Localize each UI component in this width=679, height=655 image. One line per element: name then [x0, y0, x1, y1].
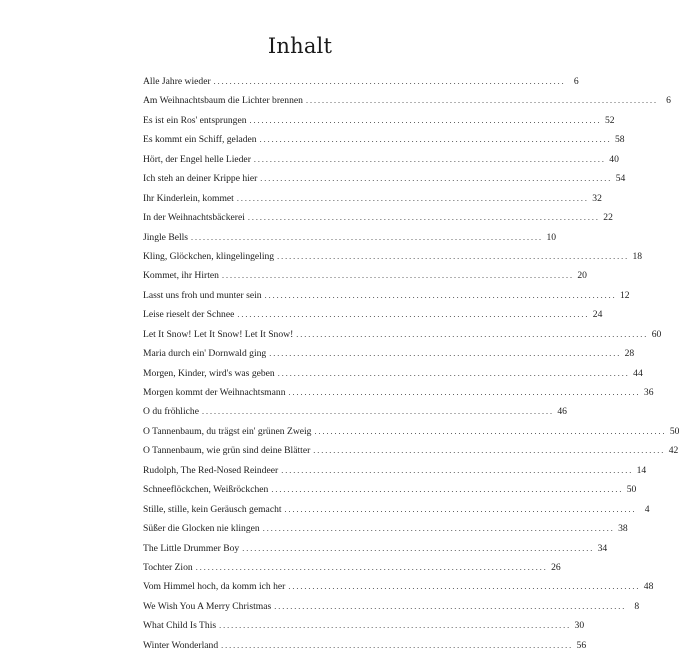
toc-entry [143, 266, 587, 285]
toc-entry-title: Es ist ein Ros' entsprungen [143, 114, 247, 126]
toc-entry-title: Am Weihnachtsbaum die Lichter brennen [143, 95, 303, 107]
toc-entry-title: Ich steh an deiner Krippe hier [143, 173, 258, 185]
toc-entry-title: Lasst uns froh und munter sein [143, 289, 262, 301]
toc-entry-page-number: 56 [576, 639, 587, 651]
dot-leader [314, 422, 664, 441]
toc-entry-page-number: 18 [632, 250, 643, 262]
toc-entry-title: Rudolph, The Red-Nosed Reindeer [143, 464, 279, 476]
dot-leader [260, 130, 610, 149]
toc-entry-page-number: 22 [603, 212, 613, 224]
toc-entry [143, 111, 615, 130]
toc-entry-page-number: 58 [615, 134, 625, 146]
toc-entry [143, 189, 602, 208]
toc-entry-title: Stille, stille, kein Geräusch gemacht [143, 503, 282, 515]
toc-entry [143, 480, 637, 499]
toc-entry-page-number: 12 [619, 289, 630, 301]
dot-leader [222, 266, 572, 285]
dot-leader [250, 111, 600, 130]
toc-entry-page-number: 30 [574, 620, 585, 632]
toc-entry [143, 72, 579, 91]
toc-entry [143, 91, 671, 110]
toc-entry-title: Vom Himmel hoch, da komm ich her [143, 581, 286, 593]
dot-leader [271, 480, 621, 499]
toc-entry-page-number: 38 [618, 523, 628, 535]
table-of-contents [143, 72, 679, 655]
toc-entry-page-number: 24 [592, 309, 603, 321]
toc-entry [143, 500, 650, 519]
toc-entry-page-number: 14 [636, 464, 647, 476]
toc-entry-title: Morgen, Kinder, wird's was geben [143, 367, 275, 379]
toc-entry [143, 344, 635, 363]
toc-entry-page-number: 42 [668, 445, 679, 457]
toc-entry [143, 519, 628, 538]
toc-entry [143, 461, 647, 480]
toc-entry [143, 150, 619, 169]
toc-entry-title: O du fröhliche [143, 406, 199, 418]
dot-leader [242, 539, 592, 558]
toc-entry-title: Let It Snow! Let It Snow! Let It Snow! [143, 328, 294, 340]
toc-entry-title: The Little Drummer Boy [143, 542, 240, 554]
toc-entry-page-number: 44 [633, 367, 643, 379]
toc-entry [143, 597, 640, 616]
dot-leader [237, 189, 587, 208]
toc-entry-page-number: 52 [604, 114, 615, 126]
toc-entry-title: Tochter Zion [143, 561, 193, 573]
toc-entry [143, 558, 561, 577]
toc-entry-title: Kommet, ihr Hirten [143, 270, 219, 282]
toc-entry-title: Maria durch ein' Dornwald ging [143, 348, 267, 360]
toc-entry-page-number: 36 [643, 387, 654, 398]
toc-entry-page-number: 46 [557, 406, 567, 418]
toc-entry [143, 305, 603, 324]
toc-entry [143, 364, 643, 383]
toc-entry-page-number: 28 [624, 348, 635, 360]
toc-entry-title: Kling, Glöckchen, klingelingeling [143, 250, 275, 262]
toc-entry [143, 130, 625, 149]
dot-leader [260, 169, 610, 188]
dot-leader [274, 597, 624, 616]
toc-entry-title: Jingle Bells [143, 231, 189, 243]
toc-entry [143, 208, 613, 227]
dot-leader [237, 305, 587, 324]
toc-entry-title: Schneeflöckchen, Weißröckchen [143, 484, 269, 496]
dot-leader [285, 500, 635, 519]
toc-entry-title: We Wish You A Merry Christmas [143, 600, 272, 612]
toc-entry-page-number: 20 [577, 270, 587, 282]
toc-entry [143, 422, 679, 441]
dot-leader [202, 402, 552, 421]
toc-entry-page-number: 10 [546, 231, 557, 243]
dot-leader [269, 344, 619, 363]
toc-entry-page-number: 40 [609, 153, 619, 165]
toc-entry [143, 616, 585, 635]
toc-entry-page-number: 4 [644, 503, 650, 515]
toc-entry-page-number: 50 [626, 484, 637, 496]
toc-entry-title: Es kommt ein Schiff, geladen [143, 134, 257, 146]
toc-entry-page-number: 60 [651, 328, 662, 340]
dot-leader [248, 208, 598, 227]
dot-leader [296, 325, 646, 344]
dot-leader [288, 577, 638, 596]
dot-leader [196, 558, 546, 577]
toc-entry [143, 169, 626, 188]
page-title: Inhalt [267, 34, 333, 58]
toc-entry [143, 577, 654, 596]
dot-leader [263, 519, 613, 538]
toc-entry [143, 441, 679, 460]
toc-entry-title: O Tannenbaum, du trägst ein' grünen Zweig [143, 425, 312, 437]
dot-leader [265, 286, 615, 305]
dot-leader [281, 461, 631, 480]
toc-entry-page-number: 48 [643, 581, 654, 593]
toc-entry-title: Süßer die Glocken nie klingen [143, 523, 260, 535]
toc-entry [143, 383, 654, 402]
toc-entry [143, 325, 662, 344]
toc-entry-page-number: 6 [573, 76, 579, 87]
dot-leader [214, 72, 564, 91]
toc-entry-page-number: 8 [634, 600, 640, 612]
toc-entry-title: O Tannenbaum, wie grün sind deine Blätter [143, 445, 311, 457]
toc-entry-title: In der Weihnachtsbäckerei [143, 212, 245, 224]
toc-entry-page-number: 50 [669, 425, 679, 437]
dot-leader [221, 636, 571, 655]
toc-entry-page-number: 54 [615, 173, 626, 185]
toc-entry-title: Hört, der Engel helle Lieder [143, 153, 251, 165]
toc-entry-page-number: 34 [597, 542, 608, 554]
toc-entry-title: What Child Is This [143, 620, 217, 632]
dot-leader [254, 150, 604, 169]
toc-entry-page-number: 6 [666, 95, 671, 107]
toc-entry [143, 247, 643, 266]
toc-entry [143, 402, 567, 421]
toc-entry-title: Alle Jahre wieder [143, 76, 211, 87]
toc-entry-title: Ihr Kinderlein, kommet [143, 192, 234, 204]
toc-entry-title: Leise rieselt der Schnee [143, 309, 235, 321]
toc-entry [143, 228, 557, 247]
dot-leader [289, 383, 639, 402]
toc-entry-page-number: 26 [551, 561, 561, 573]
dot-leader [306, 91, 656, 110]
toc-entry-title: Winter Wonderland [143, 639, 219, 651]
dot-leader [278, 364, 628, 383]
toc-entry-title: Morgen kommt der Weihnachtsmann [143, 387, 286, 398]
toc-entry-page-number: 32 [592, 192, 602, 204]
dot-leader [191, 228, 541, 247]
toc-entry [143, 636, 587, 655]
dot-leader [277, 247, 627, 266]
toc-entry [143, 286, 630, 305]
dot-leader [313, 441, 663, 460]
dot-leader [219, 616, 569, 635]
toc-entry [143, 539, 608, 558]
